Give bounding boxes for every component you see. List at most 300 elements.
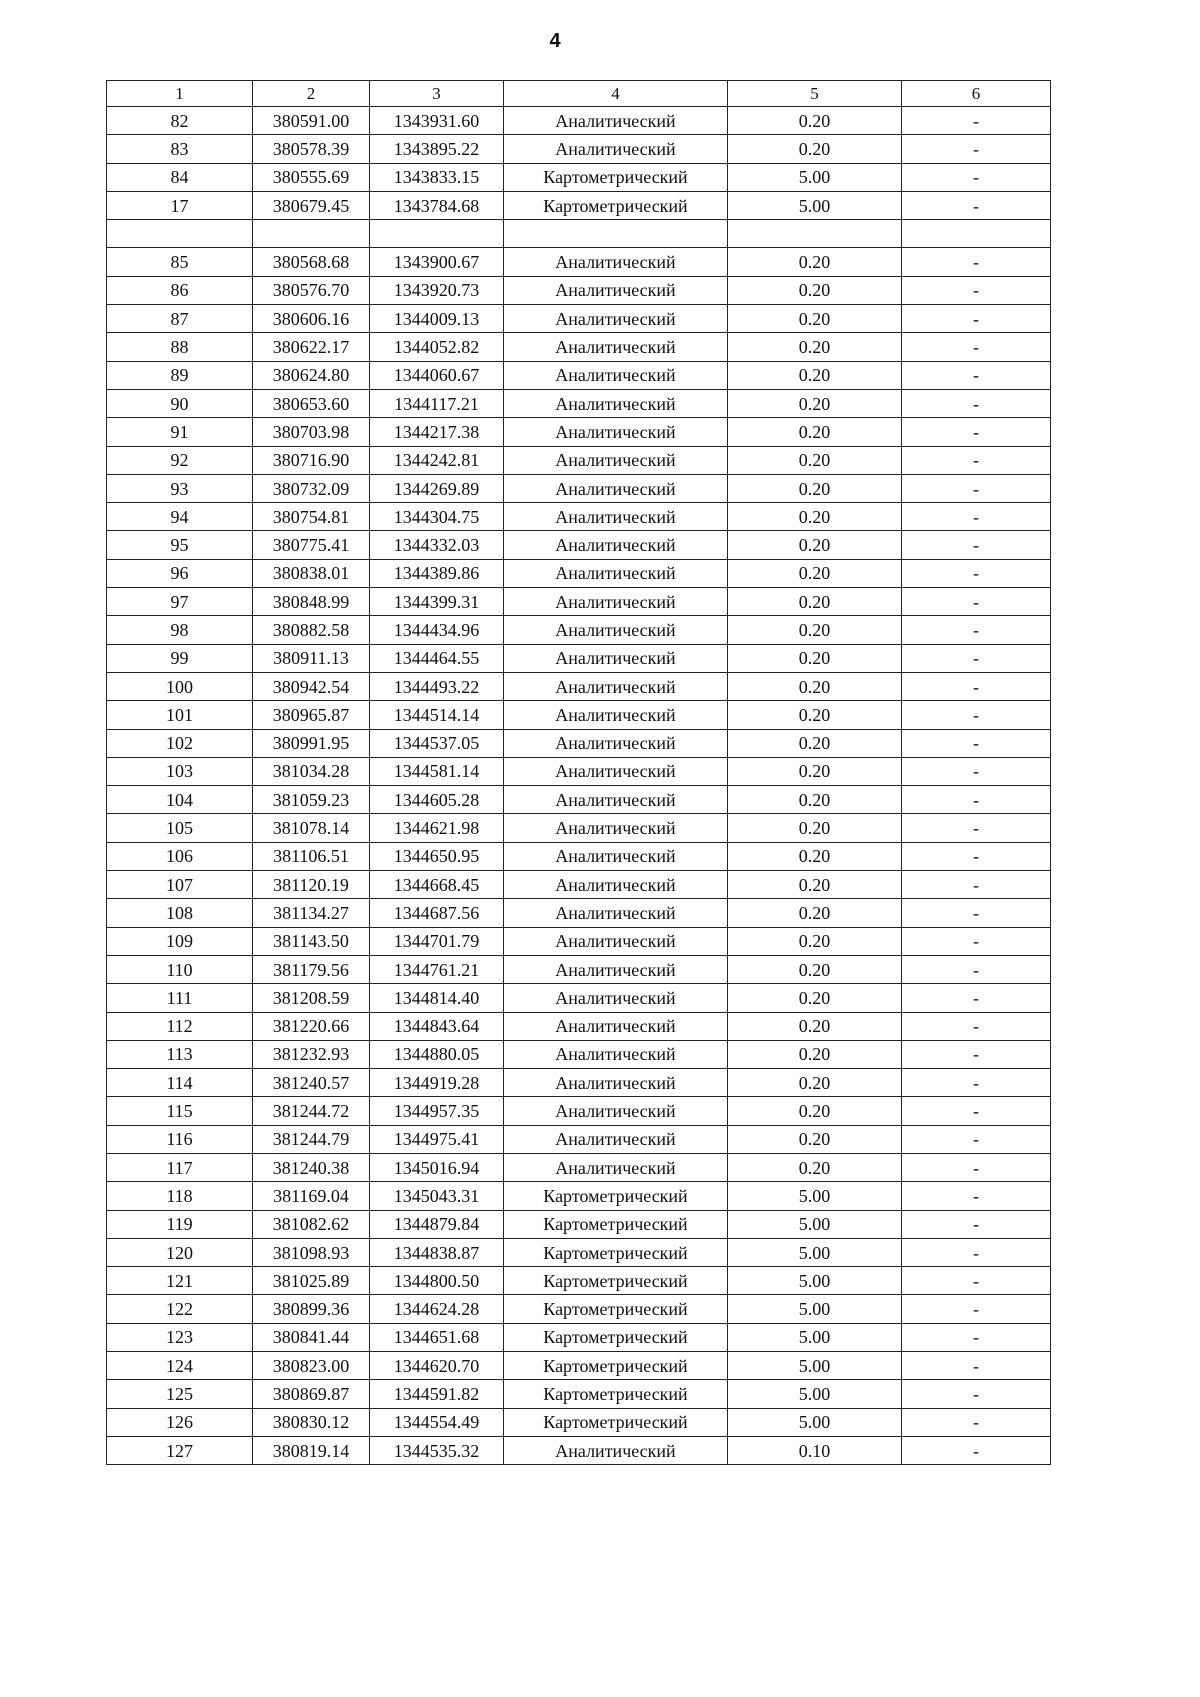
cell-note: - (902, 616, 1051, 644)
cell-method: Картометрический (504, 1210, 728, 1238)
table-row (107, 1182, 1051, 1210)
cell-x-coordinate: 380899.36 (253, 1295, 370, 1323)
cell-x-coordinate: 380911.13 (253, 644, 370, 672)
cell-point-number: 100 (107, 672, 253, 700)
cell-point-number: 109 (107, 927, 253, 955)
cell-accuracy: 0.20 (728, 361, 902, 389)
cell-accuracy: 0.20 (728, 107, 902, 135)
cell-accuracy: 0.20 (728, 135, 902, 163)
cell-method: Аналитический (504, 1097, 728, 1125)
cell-note: - (902, 107, 1051, 135)
table-row (107, 672, 1051, 700)
cell-y-coordinate: 1344880.05 (370, 1040, 504, 1068)
cell-point-number: 104 (107, 786, 253, 814)
table-row (107, 842, 1051, 870)
table-row (107, 1267, 1051, 1295)
table-body (107, 107, 1051, 1465)
cell-x-coordinate: 380679.45 (253, 191, 370, 219)
cell-x-coordinate: 381208.59 (253, 984, 370, 1012)
cell-method: Картометрический (504, 1267, 728, 1295)
table-row (107, 1012, 1051, 1040)
cell-x-coordinate: 381098.93 (253, 1238, 370, 1266)
cell-method: Картометрический (504, 1380, 728, 1408)
column-header-1: 1 (107, 81, 253, 107)
cell-y-coordinate: 1344843.64 (370, 1012, 504, 1040)
cell-y-coordinate: 1344399.31 (370, 588, 504, 616)
cell-point-number: 90 (107, 389, 253, 417)
cell-y-coordinate: 1343784.68 (370, 191, 504, 219)
cell-y-coordinate: 1343833.15 (370, 163, 504, 191)
cell-x-coordinate: 380606.16 (253, 305, 370, 333)
cell-point-number: 117 (107, 1153, 253, 1181)
cell-note: - (902, 305, 1051, 333)
cell-y-coordinate: 1344060.67 (370, 361, 504, 389)
cell-note: - (902, 757, 1051, 785)
cell-method: Аналитический (504, 305, 728, 333)
cell-method: Картометрический (504, 163, 728, 191)
cell-x-coordinate: 381240.38 (253, 1153, 370, 1181)
cell-method: Аналитический (504, 474, 728, 502)
cell-x-coordinate: 380732.09 (253, 474, 370, 502)
cell-y-coordinate: 1344217.38 (370, 418, 504, 446)
cell-point-number: 106 (107, 842, 253, 870)
table-row (107, 1323, 1051, 1351)
cell-note: - (902, 1069, 1051, 1097)
table-row (107, 814, 1051, 842)
cell-method: Аналитический (504, 955, 728, 983)
cell-y-coordinate: 1344838.87 (370, 1238, 504, 1266)
cell-y-coordinate: 1344957.35 (370, 1097, 504, 1125)
cell-x-coordinate: 380754.81 (253, 503, 370, 531)
cell-method: Аналитический (504, 814, 728, 842)
table-row (107, 588, 1051, 616)
cell-accuracy: 0.20 (728, 389, 902, 417)
cell-x-coordinate: 380882.58 (253, 616, 370, 644)
cell-note: - (902, 559, 1051, 587)
table-row (107, 927, 1051, 955)
cell-accuracy: 0.20 (728, 729, 902, 757)
table-row (107, 191, 1051, 219)
cell-note (902, 220, 1051, 248)
cell-method: Аналитический (504, 1012, 728, 1040)
cell-accuracy: 0.20 (728, 305, 902, 333)
cell-point-number (107, 220, 253, 248)
cell-method: Аналитический (504, 333, 728, 361)
table-row (107, 757, 1051, 785)
cell-note: - (902, 927, 1051, 955)
cell-accuracy: 0.20 (728, 276, 902, 304)
cell-point-number: 110 (107, 955, 253, 983)
cell-accuracy (728, 220, 902, 248)
column-header-4: 4 (504, 81, 728, 107)
cell-accuracy: 0.20 (728, 814, 902, 842)
table-row (107, 984, 1051, 1012)
cell-accuracy: 5.00 (728, 1352, 902, 1380)
cell-accuracy: 5.00 (728, 1238, 902, 1266)
cell-accuracy: 5.00 (728, 163, 902, 191)
cell-x-coordinate: 381059.23 (253, 786, 370, 814)
cell-y-coordinate: 1344621.98 (370, 814, 504, 842)
cell-note: - (902, 248, 1051, 276)
table-row (107, 1352, 1051, 1380)
cell-accuracy: 0.20 (728, 503, 902, 531)
table-row (107, 1125, 1051, 1153)
cell-x-coordinate: 381220.66 (253, 1012, 370, 1040)
cell-y-coordinate: 1344554.49 (370, 1408, 504, 1436)
cell-note: - (902, 276, 1051, 304)
cell-y-coordinate: 1344651.68 (370, 1323, 504, 1351)
cell-y-coordinate: 1344537.05 (370, 729, 504, 757)
cell-y-coordinate: 1344591.82 (370, 1380, 504, 1408)
cell-accuracy: 0.20 (728, 1069, 902, 1097)
cell-x-coordinate (253, 220, 370, 248)
cell-method: Аналитический (504, 248, 728, 276)
cell-accuracy: 0.20 (728, 672, 902, 700)
cell-point-number: 96 (107, 559, 253, 587)
cell-accuracy: 0.20 (728, 1097, 902, 1125)
cell-point-number: 87 (107, 305, 253, 333)
cell-y-coordinate: 1344304.75 (370, 503, 504, 531)
cell-note: - (902, 1408, 1051, 1436)
column-header-2: 2 (253, 81, 370, 107)
cell-x-coordinate: 380703.98 (253, 418, 370, 446)
cell-point-number: 95 (107, 531, 253, 559)
cell-x-coordinate: 380869.87 (253, 1380, 370, 1408)
cell-point-number: 116 (107, 1125, 253, 1153)
cell-point-number: 115 (107, 1097, 253, 1125)
cell-method: Аналитический (504, 1040, 728, 1068)
cell-point-number: 97 (107, 588, 253, 616)
cell-note: - (902, 191, 1051, 219)
cell-method: Аналитический (504, 588, 728, 616)
cell-y-coordinate: 1344919.28 (370, 1069, 504, 1097)
cell-method: Картометрический (504, 1238, 728, 1266)
cell-x-coordinate: 381143.50 (253, 927, 370, 955)
cell-method: Аналитический (504, 1125, 728, 1153)
cell-y-coordinate: 1344701.79 (370, 927, 504, 955)
cell-y-coordinate: 1344052.82 (370, 333, 504, 361)
column-header-5: 5 (728, 81, 902, 107)
cell-point-number: 108 (107, 899, 253, 927)
cell-x-coordinate: 380578.39 (253, 135, 370, 163)
cell-y-coordinate: 1343920.73 (370, 276, 504, 304)
cell-x-coordinate: 381232.93 (253, 1040, 370, 1068)
cell-method: Аналитический (504, 984, 728, 1012)
cell-y-coordinate: 1344620.70 (370, 1352, 504, 1380)
cell-point-number: 101 (107, 701, 253, 729)
cell-point-number: 126 (107, 1408, 253, 1436)
cell-y-coordinate: 1344434.96 (370, 616, 504, 644)
cell-note: - (902, 984, 1051, 1012)
cell-note: - (902, 1012, 1051, 1040)
cell-accuracy: 0.20 (728, 531, 902, 559)
cell-method: Аналитический (504, 672, 728, 700)
page-number: 4 (549, 30, 561, 52)
cell-y-coordinate: 1344605.28 (370, 786, 504, 814)
table-row (107, 955, 1051, 983)
coordinates-table (106, 80, 1051, 1465)
cell-method: Аналитический (504, 842, 728, 870)
cell-accuracy: 0.20 (728, 899, 902, 927)
table-row (107, 871, 1051, 899)
cell-x-coordinate: 380841.44 (253, 1323, 370, 1351)
table-row (107, 276, 1051, 304)
cell-method: Аналитический (504, 446, 728, 474)
cell-method: Аналитический (504, 616, 728, 644)
cell-y-coordinate: 1344242.81 (370, 446, 504, 474)
cell-note: - (902, 389, 1051, 417)
cell-point-number: 93 (107, 474, 253, 502)
cell-method: Картометрический (504, 1182, 728, 1210)
cell-method: Аналитический (504, 389, 728, 417)
header-row (107, 81, 1051, 107)
table-row (107, 1380, 1051, 1408)
cell-x-coordinate: 381169.04 (253, 1182, 370, 1210)
cell-x-coordinate: 381244.72 (253, 1097, 370, 1125)
column-header-6: 6 (902, 81, 1051, 107)
cell-note: - (902, 333, 1051, 361)
cell-accuracy: 0.10 (728, 1436, 902, 1464)
cell-x-coordinate: 381025.89 (253, 1267, 370, 1295)
cell-x-coordinate: 380622.17 (253, 333, 370, 361)
cell-note: - (902, 361, 1051, 389)
cell-note: - (902, 701, 1051, 729)
cell-accuracy: 0.20 (728, 871, 902, 899)
cell-point-number: 105 (107, 814, 253, 842)
cell-y-coordinate: 1344879.84 (370, 1210, 504, 1238)
table-row (107, 531, 1051, 559)
cell-accuracy: 5.00 (728, 1182, 902, 1210)
table-row (107, 503, 1051, 531)
cell-method: Аналитический (504, 503, 728, 531)
cell-y-coordinate: 1345016.94 (370, 1153, 504, 1181)
table-row (107, 418, 1051, 446)
cell-method: Картометрический (504, 1323, 728, 1351)
table-row (107, 107, 1051, 135)
cell-point-number: 114 (107, 1069, 253, 1097)
cell-point-number: 84 (107, 163, 253, 191)
cell-point-number: 111 (107, 984, 253, 1012)
cell-point-number: 86 (107, 276, 253, 304)
cell-y-coordinate: 1344581.14 (370, 757, 504, 785)
cell-x-coordinate: 381240.57 (253, 1069, 370, 1097)
cell-note: - (902, 1153, 1051, 1181)
cell-note: - (902, 1182, 1051, 1210)
cell-point-number: 112 (107, 1012, 253, 1040)
cell-point-number: 119 (107, 1210, 253, 1238)
table-row (107, 333, 1051, 361)
cell-method: Аналитический (504, 107, 728, 135)
cell-method (504, 220, 728, 248)
cell-method: Аналитический (504, 899, 728, 927)
cell-y-coordinate: 1344117.21 (370, 389, 504, 417)
cell-accuracy: 0.20 (728, 1040, 902, 1068)
cell-note: - (902, 531, 1051, 559)
cell-point-number: 107 (107, 871, 253, 899)
cell-accuracy: 0.20 (728, 248, 902, 276)
cell-note: - (902, 786, 1051, 814)
cell-y-coordinate: 1343895.22 (370, 135, 504, 163)
cell-x-coordinate: 380591.00 (253, 107, 370, 135)
cell-accuracy: 0.20 (728, 333, 902, 361)
cell-method: Аналитический (504, 418, 728, 446)
cell-method: Картометрический (504, 191, 728, 219)
cell-accuracy: 0.20 (728, 701, 902, 729)
cell-accuracy: 5.00 (728, 1295, 902, 1323)
cell-note: - (902, 418, 1051, 446)
cell-note: - (902, 588, 1051, 616)
cell-x-coordinate: 381244.79 (253, 1125, 370, 1153)
cell-note: - (902, 1436, 1051, 1464)
cell-accuracy: 0.20 (728, 644, 902, 672)
cell-y-coordinate: 1344493.22 (370, 672, 504, 700)
cell-note: - (902, 842, 1051, 870)
table-row (107, 1153, 1051, 1181)
cell-method: Аналитический (504, 871, 728, 899)
table-row (107, 1040, 1051, 1068)
cell-y-coordinate: 1344535.32 (370, 1436, 504, 1464)
cell-x-coordinate: 381120.19 (253, 871, 370, 899)
cell-method: Аналитический (504, 276, 728, 304)
cell-method: Аналитический (504, 1153, 728, 1181)
cell-note: - (902, 814, 1051, 842)
cell-point-number: 122 (107, 1295, 253, 1323)
cell-method: Аналитический (504, 135, 728, 163)
table-row (107, 220, 1051, 248)
cell-x-coordinate: 380576.70 (253, 276, 370, 304)
cell-accuracy: 0.20 (728, 842, 902, 870)
cell-accuracy: 0.20 (728, 616, 902, 644)
cell-note: - (902, 1097, 1051, 1125)
cell-accuracy: 0.20 (728, 418, 902, 446)
cell-point-number: 125 (107, 1380, 253, 1408)
cell-point-number: 118 (107, 1182, 253, 1210)
cell-point-number: 92 (107, 446, 253, 474)
cell-method: Аналитический (504, 559, 728, 587)
cell-x-coordinate: 380942.54 (253, 672, 370, 700)
cell-note: - (902, 1295, 1051, 1323)
cell-point-number: 123 (107, 1323, 253, 1351)
cell-accuracy: 0.20 (728, 786, 902, 814)
cell-y-coordinate: 1343931.60 (370, 107, 504, 135)
cell-x-coordinate: 381034.28 (253, 757, 370, 785)
cell-note: - (902, 955, 1051, 983)
cell-accuracy: 0.20 (728, 446, 902, 474)
cell-accuracy: 0.20 (728, 474, 902, 502)
cell-x-coordinate: 380830.12 (253, 1408, 370, 1436)
cell-accuracy: 5.00 (728, 1408, 902, 1436)
cell-point-number: 124 (107, 1352, 253, 1380)
cell-note: - (902, 672, 1051, 700)
cell-accuracy: 0.20 (728, 757, 902, 785)
table-header (107, 81, 1051, 107)
cell-x-coordinate: 380991.95 (253, 729, 370, 757)
cell-x-coordinate: 381134.27 (253, 899, 370, 927)
cell-y-coordinate: 1344668.45 (370, 871, 504, 899)
cell-x-coordinate: 380555.69 (253, 163, 370, 191)
cell-y-coordinate: 1344975.41 (370, 1125, 504, 1153)
cell-note: - (902, 503, 1051, 531)
cell-method: Картометрический (504, 1408, 728, 1436)
cell-y-coordinate: 1344332.03 (370, 531, 504, 559)
table-row (107, 305, 1051, 333)
cell-accuracy: 0.20 (728, 1153, 902, 1181)
cell-accuracy: 0.20 (728, 588, 902, 616)
table-row (107, 474, 1051, 502)
cell-note: - (902, 1125, 1051, 1153)
cell-method: Картометрический (504, 1295, 728, 1323)
table-row (107, 701, 1051, 729)
table-row (107, 135, 1051, 163)
cell-x-coordinate: 380965.87 (253, 701, 370, 729)
cell-y-coordinate: 1344650.95 (370, 842, 504, 870)
cell-x-coordinate: 380819.14 (253, 1436, 370, 1464)
cell-x-coordinate: 380848.99 (253, 588, 370, 616)
cell-x-coordinate: 381106.51 (253, 842, 370, 870)
cell-method: Аналитический (504, 1436, 728, 1464)
cell-x-coordinate: 380624.80 (253, 361, 370, 389)
cell-point-number: 83 (107, 135, 253, 163)
cell-y-coordinate: 1344800.50 (370, 1267, 504, 1295)
table-row (107, 163, 1051, 191)
cell-point-number: 98 (107, 616, 253, 644)
cell-accuracy: 5.00 (728, 1210, 902, 1238)
cell-note: - (902, 644, 1051, 672)
cell-x-coordinate: 381078.14 (253, 814, 370, 842)
cell-accuracy: 5.00 (728, 191, 902, 219)
table-row (107, 616, 1051, 644)
table-row (107, 361, 1051, 389)
cell-accuracy: 0.20 (728, 1125, 902, 1153)
cell-point-number: 89 (107, 361, 253, 389)
table-row (107, 1295, 1051, 1323)
cell-accuracy: 0.20 (728, 955, 902, 983)
cell-y-coordinate (370, 220, 504, 248)
cell-x-coordinate: 381082.62 (253, 1210, 370, 1238)
cell-x-coordinate: 380653.60 (253, 389, 370, 417)
cell-method: Аналитический (504, 701, 728, 729)
cell-method: Аналитический (504, 927, 728, 955)
cell-y-coordinate: 1344009.13 (370, 305, 504, 333)
cell-point-number: 120 (107, 1238, 253, 1266)
cell-y-coordinate: 1344389.86 (370, 559, 504, 587)
table-row (107, 389, 1051, 417)
cell-note: - (902, 1267, 1051, 1295)
cell-point-number: 94 (107, 503, 253, 531)
cell-y-coordinate: 1344687.56 (370, 899, 504, 927)
cell-x-coordinate: 380823.00 (253, 1352, 370, 1380)
cell-accuracy: 0.20 (728, 984, 902, 1012)
cell-note: - (902, 1210, 1051, 1238)
table-row (107, 786, 1051, 814)
cell-note: - (902, 1352, 1051, 1380)
cell-y-coordinate: 1344814.40 (370, 984, 504, 1012)
cell-note: - (902, 871, 1051, 899)
cell-point-number: 127 (107, 1436, 253, 1464)
cell-note: - (902, 1238, 1051, 1266)
cell-y-coordinate: 1344514.14 (370, 701, 504, 729)
table-row (107, 729, 1051, 757)
cell-method: Аналитический (504, 644, 728, 672)
cell-x-coordinate: 380838.01 (253, 559, 370, 587)
cell-note: - (902, 1380, 1051, 1408)
cell-point-number: 88 (107, 333, 253, 361)
table-row (107, 559, 1051, 587)
cell-method: Картометрический (504, 1352, 728, 1380)
cell-method: Аналитический (504, 531, 728, 559)
cell-x-coordinate: 380568.68 (253, 248, 370, 276)
cell-point-number: 82 (107, 107, 253, 135)
